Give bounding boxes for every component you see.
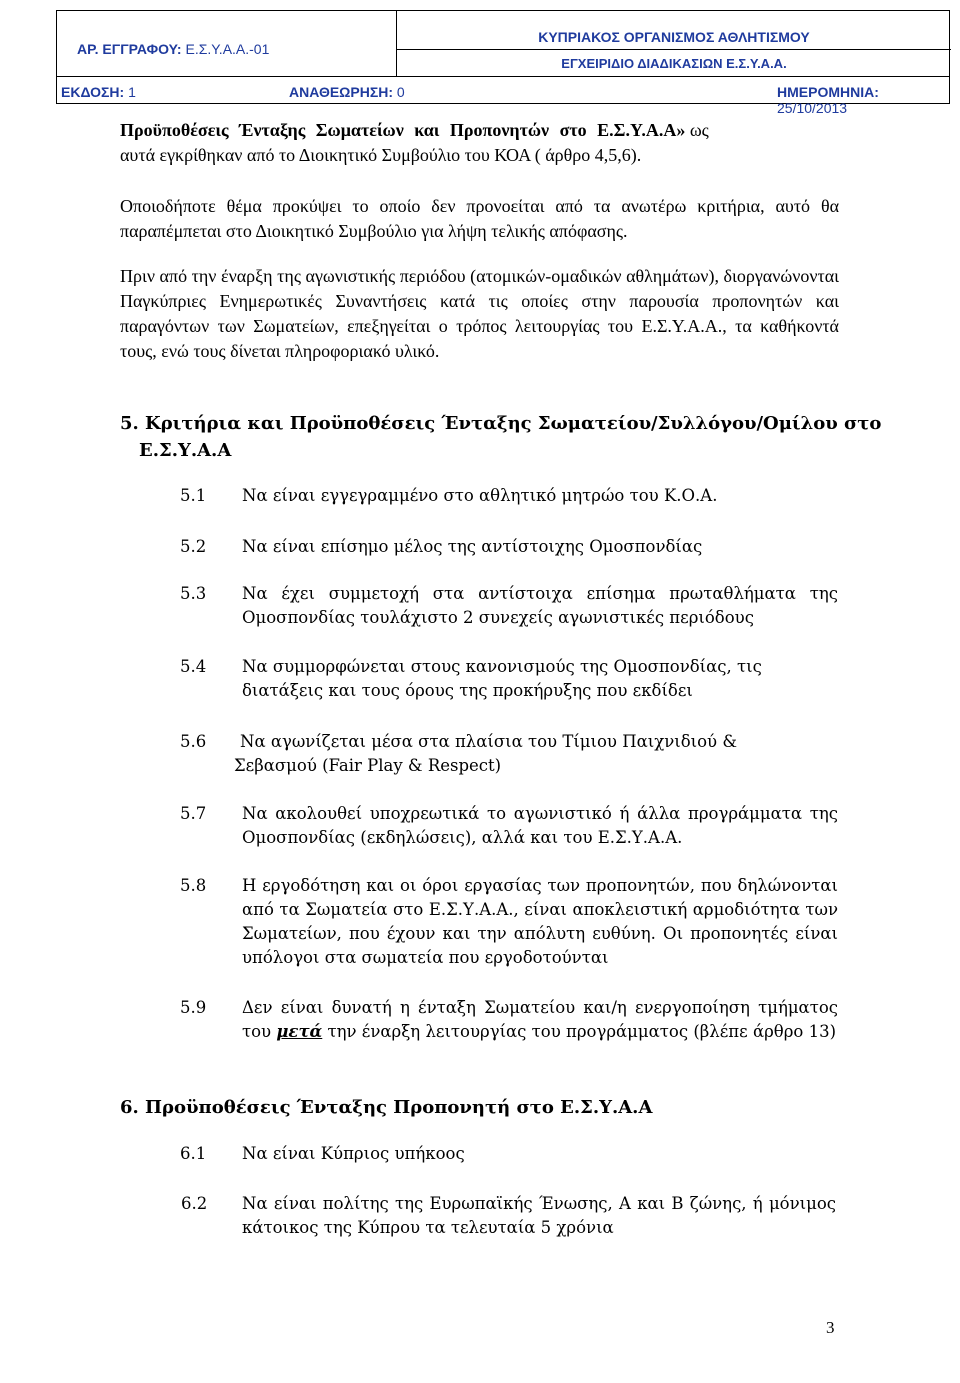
item-text: Να είναι πολίτης της Ευρωπαϊκής Ένωσης, Α και Β ζώνης, ή μόνιμος κάτοικος της Κύπρου τα τελευταία 5 χρόνια — [242, 1194, 836, 1237]
item-number: 5.1 — [180, 486, 207, 505]
doc-ref-label: ΑΡ. ΕΓΓΡΑΦΟΥ: — [77, 41, 182, 57]
item-number: 6.1 — [180, 1144, 207, 1163]
document-header — [56, 10, 950, 116]
item-text: Η εργοδότηση και οι όροι εργασίας των προπονητών, που δηλώνονται από τα Σωματεία στο Ε.Σ.Υ.Α.Α., είναι αποκλειστική αρμοδιότητα των Σωματείων, που έχουν και την απόλυτη ευθύνη. Οι προπονητές είναι υπόλογοι στα σωματεία που εργοδοτούνται — [242, 876, 838, 967]
paragraph-info-meetings: Πριν από την έναρξη της αγωνιστικής περιόδου (ατομικών-ομαδικών αθλημάτων), διοργανώνονται Παγκύπριες Ενημερωτικές Συναντήσεις κατά τις οποίες στην παρουσία προπονητών και παραγόντων των Σωματείων, επεξηγείται ο τρόπος λειτουργίας του Ε.Σ.Υ.Α.Α., τα καθήκοντά τους, ενώ τους δίνεται πληροφοριακό υλικό. — [120, 266, 839, 361]
item-number: 5.8 — [180, 876, 207, 895]
section6-title: 6. Προϋποθέσεις Ένταξης Προπονητή στο Ε.Σ.Υ.Α.Α — [120, 1097, 653, 1118]
header-top-row — [57, 11, 949, 77]
item-text: Να είναι Κύπριος υπήκοος — [242, 1144, 465, 1163]
revision-label: ΑΝΑΘΕΩΡΗΣΗ: — [289, 84, 394, 100]
item-text: Να είναι επίσημο μέλος της αντίστοιχης Ομοσπονδίας — [242, 537, 703, 556]
issue-field — [61, 84, 136, 100]
revision-field — [289, 84, 405, 100]
section5-title-line1: 5. Κριτήρια και Προϋποθέσεις Ένταξης Σωματείου/Συλλόγου/Ομίλου στο — [120, 413, 882, 434]
item-text-part: την έναρξη λειτουργίας του προγράμματος (βλέπε άρθρο 13) — [322, 1022, 837, 1041]
item-text: Να είναι εγγεγραμμένο στο αθλητικό μητρώο του Κ.Ο.Α. — [242, 486, 718, 505]
item-number: 5.6 — [180, 732, 207, 751]
header-inner-divider — [397, 49, 951, 50]
item-text: Να έχει συμμετοχή στα αντίστοιχα επίσημα πρωταθλήματα της Ομοσπονδίας τουλάχιστο 2 συνεχείς αγωνιστικές περιόδους — [242, 584, 838, 627]
page-number: 3 — [826, 1318, 835, 1337]
date-value: 25/10/2013 — [777, 100, 848, 116]
emphasis-after: μετά — [276, 1022, 323, 1041]
item-number: 5.3 — [180, 584, 207, 603]
item-text-part: Δεν είναι δυνατή η ένταξη Σωματείου και/η ενεργοποίηση τμήματος του — [242, 998, 838, 1041]
section5-title-line2: Ε.Σ.Υ.Α.Α — [139, 440, 232, 461]
header-bottom-row — [57, 77, 949, 116]
item-number: 6.2 — [181, 1194, 208, 1213]
date-label: ΗΜΕΡΟΜΗΝΙΑ: — [777, 84, 879, 100]
item-number: 5.7 — [180, 804, 207, 823]
intro-bold-title: Προϋποθέσεις Ένταξης Σωματείων και Προπονητών στο Ε.Σ.Υ.Α.Α» — [120, 120, 686, 140]
issue-label: ΕΚΔΟΣΗ: — [61, 84, 125, 100]
item-text-line1: Να συμμορφώνεται στους κανονισμούς της Ομοσπονδίας, τις — [242, 657, 762, 676]
revision-value: 0 — [396, 84, 405, 100]
intro-line2: αυτά εγκρίθηκαν από το Διοικητικό Συμβούλιο του ΚΟΑ ( άρθρο 4,5,6). — [120, 145, 642, 165]
item-text-line1: Να αγωνίζεται μέσα στα πλαίσια του Τίμιου Παιχνιδιού & — [240, 732, 738, 751]
date-field — [777, 84, 949, 116]
manual-title: ΕΓΧΕΙΡΙΔΙΟ ΔΙΑΔΙΚΑΣΙΩΝ Ε.Σ.Υ.Α.Α. — [561, 56, 787, 71]
doc-ref-value: Ε.Σ.Υ.Α.Α.-01 — [185, 41, 270, 57]
item-text-line2: διατάξεις και τους όρους της προκήρυξης που εκδίδει — [242, 681, 693, 700]
item-text-line2: Σεβασμού (Fair Play & Respect) — [234, 756, 502, 775]
item-number: 5.4 — [180, 657, 207, 676]
issue-value: 1 — [128, 84, 136, 100]
paragraph-referral: Οποιοδήποτε θέμα προκύψει το οποίο δεν προνοείται από τα ανωτέρω κριτήρια, αυτό θα παραπέμπεται στο Διοικητικό Συμβούλιο για λήψη τελικής απόφασης. — [120, 196, 839, 241]
item-text: Να ακολουθεί υποχρεωτικά το αγωνιστικό ή άλλα προγράμματα της Ομοσπονδίας (εκδηλώσεις), αλλά και του Ε.Σ.Υ.Α.Α. — [242, 804, 838, 847]
item-text — [242, 996, 838, 1044]
item-number: 5.9 — [180, 998, 207, 1017]
org-name: ΚΥΠΡΙΑΚΟΣ ΟΡΓΑΝΙΣΜΟΣ ΑΘΛΗΤΙΣΜΟΥ — [538, 29, 810, 45]
intro-line1-rest: ως — [685, 120, 709, 140]
intro-line1 — [120, 118, 839, 143]
item-number: 5.2 — [180, 537, 207, 556]
doc-reference — [77, 41, 269, 57]
